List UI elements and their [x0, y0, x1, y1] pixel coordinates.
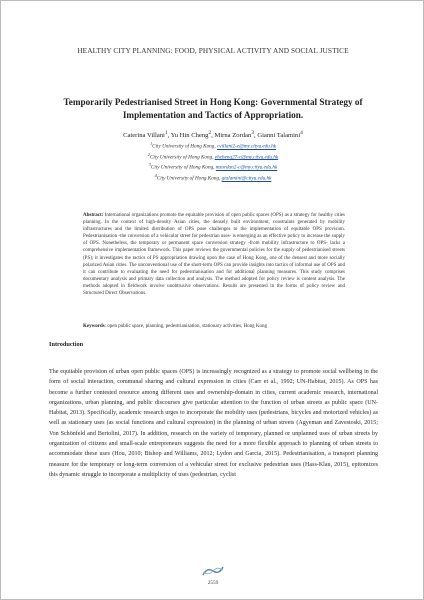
author-sup: 1: [164, 130, 168, 136]
author-name: Gianni Talamini: [257, 132, 301, 140]
affiliation-list: [41, 140, 385, 183]
author-name: Yu Hin Cheng: [170, 132, 209, 140]
affiliation-sup: 1: [149, 141, 153, 146]
author-sup: 3: [251, 130, 255, 136]
section-header: HEALTHY CITY PLANNING: FOOD, PHYSICAL ACTIVITY AND SOCIAL JUSTICE: [77, 46, 349, 55]
keywords: [83, 323, 345, 330]
footer-logo-icon: [201, 565, 225, 577]
affiliation: [41, 172, 385, 183]
abstract: [83, 212, 345, 297]
abstract-text: International organizations promote the equitable provision of open public spaces (OPS) as a strategy for healthy cities planning. In the context of high-density Asian cities, the densely built environment, constraints generated by mobility infrastructures and the limited distribution of OPS pose challenges to the implementation of equitable OPS provision. Pedestrianisation -the conversion of a vehicular street for pedestrian uses- is emerging as an effective policy to increase the supply of OPS. Nonetheless, the temporary or permanent space conversion strategy -from mobility infrastructure to OPS- lacks a comprehensive implementation framework. This paper reviews the governmental policies for the supply of pedestrianised streets (PS); it investigates the tactics of PS appropriation drawing upon the case of Hong Kong, one of the densest and more socially polarized Asian cities. The unconventional use of the short-term OPS can provide insights into tactics of informal use of OPS and it can contribute to evaluating the need for pedestrianisation and for additional planning measures. This study comprises documentary analysis and primary data collection and analysis. The method adopted for policy review is content analysis. The methods adopted in fieldwork involve unobtrusive observations. Results are presented in the forms of policy review and Structured Direct Observations.: [83, 213, 345, 297]
affiliation-text: City University of Hong Kong,: [152, 143, 216, 150]
affiliation-sup: 2: [147, 151, 150, 157]
affiliation-text: City University of Hong Kong,: [156, 175, 221, 182]
author-sup: 4: [300, 130, 303, 136]
affiliation-text: City University of Hong Kong,: [150, 165, 215, 172]
paper-title: Temporarily Pedestrianised Street in Hong Kong: Governmental Strategy of Implementation and Tactics of Appropriation.: [63, 97, 363, 120]
keywords-text: : open public space, planning, pedestrianisation, stationary activities, Hong Kong: [104, 324, 267, 329]
page-number: 2559: [207, 580, 219, 586]
affiliation-sup: 4: [154, 173, 157, 179]
introduction-heading: Introduction: [49, 341, 84, 348]
author-list: Caterina Villani$^1$, Yu Hin Cheng$^2$, Mirna Zordan$^3$, Gianni Talamini$^4$: [123, 130, 303, 140]
author-sup: 2: [208, 130, 212, 136]
keywords-label: Keywords: [83, 324, 105, 329]
affiliation-text: City University of Hong Kong,: [149, 154, 214, 161]
affiliation: [41, 151, 385, 162]
author-name: Mirna Zordan: [214, 132, 252, 140]
abstract-label: Abstract:: [83, 213, 104, 218]
email-link[interactable]: gtalamini@cityu.edu.hk: [221, 175, 272, 182]
email-link[interactable]: cvillani2-c@my.cityu.edu.hk: [216, 143, 277, 150]
affiliation: [41, 161, 385, 172]
affiliation-sup: 3: [148, 162, 151, 168]
email-link[interactable]: yhcheng27-c@my.cityu.edu.hk: [214, 154, 279, 161]
author-name: Caterina Villani: [123, 132, 165, 140]
affiliation: [41, 140, 385, 151]
email-link[interactable]: mzordan2-c@my.cityu.edu.hk: [215, 165, 278, 172]
introduction-body: The equitable provision of urban open public spaces (OPS) is increasingly recognized as a strategy to promote social wellbeing in the form of social interaction, communal sharing and cultural expression in cities (Carr et al., 1992; UN-Habitat, 2015). As OPS has become a further contested resource among different uses and ownership-domain in cities, current academic research, international organizations, urban planning, and public discourses give particular attention to the function of urban streets as public space (UN-Habitat, 2013). Specifically, academic research urges to incorporate the mobility uses (pedestrians, bicycles and motorized vehicles) as well as stationary uses (as social functions and cultural expression) in the planning of urban streets (Agyeman and Zavestoski, 2015; Von Schönfeld and Bertolini, 2017). In addition, research on the variety of temporary, planned or unplanned uses of urban streets by organization of citizens and small-scale entrepreneurs suggests the need for a more flexible approach to planning of urban streets to accommodate these uses (Hou, 2010; Bishop and Williams, 2012; Lydon and Garcia, 2015). Pedestrianisation, a transport planning measure for the temporary or long-term conversion of a vehicular street for exclusive pedestrian uses (Hass-Klau, 2015), epitomizes this dynamic struggle to incorporate a multiplicity of uses (pedestrian, cyclist: [49, 369, 378, 478]
